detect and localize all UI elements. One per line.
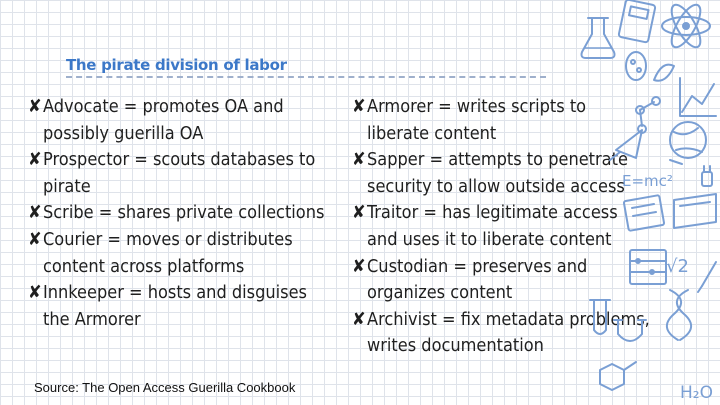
list-item <box>28 147 328 200</box>
list-item-text: Custodian = preserves and organizes content <box>367 255 588 304</box>
microbe-icon <box>626 52 674 81</box>
list-item-text: Advocate = promotes OA and possibly guerilla OA <box>43 96 284 144</box>
cross-mark-icon: ✘ <box>28 202 42 224</box>
notebook-icon <box>624 195 665 231</box>
list-item <box>28 280 328 333</box>
cross-mark-icon: ✘ <box>352 308 366 330</box>
cross-mark-icon: ✘ <box>28 282 42 304</box>
globe-icon <box>670 122 706 164</box>
list-item-text: Innkeeper = hosts and disguises the Armorer <box>43 282 307 330</box>
cross-mark-icon: ✘ <box>28 228 42 250</box>
list-item-text: Courier = moves or distributes content across platforms <box>43 228 293 277</box>
list-item-text: Armorer = writes scripts to liberate content <box>367 96 587 144</box>
energy-formula: E=mc² <box>622 172 673 190</box>
science-doodles <box>570 0 720 405</box>
cross-mark-icon: ✘ <box>352 96 366 117</box>
book-icon <box>674 194 716 228</box>
molecule-icon <box>636 97 660 133</box>
flask-icon <box>582 18 615 58</box>
cross-mark-icon: ✘ <box>28 149 42 171</box>
water-formula: H₂O <box>680 383 713 403</box>
test-tube-icon <box>590 300 610 334</box>
rocket-icon <box>610 130 642 160</box>
graph-icon <box>680 78 716 116</box>
list-item-text: Scribe = shares private collections <box>43 202 325 224</box>
list-item <box>28 94 328 147</box>
cross-mark-icon: ✘ <box>352 202 366 224</box>
magnet-icon <box>614 320 646 341</box>
atom-icon <box>662 1 710 52</box>
list-item-text: Prospector = scouts databases to pirate <box>43 149 316 197</box>
root-formula: √2 <box>666 256 689 277</box>
plug-icon <box>702 166 712 186</box>
left-column <box>28 94 328 333</box>
source-caption: Source: The Open Access Guerilla Cookbook <box>34 380 296 395</box>
list-item-text: Traitor = has legitimate access and uses it to liberate content <box>367 202 618 250</box>
abacus-icon <box>630 250 666 284</box>
list-item-text: Sapper = attempts to penetrate security to allow outside access <box>367 149 628 197</box>
list-item-text: Archivist = fix metadata problems, writes documentation <box>367 308 650 357</box>
cross-mark-icon: ✘ <box>28 96 42 117</box>
list-item <box>28 200 328 227</box>
slide-title: The pirate division of labor <box>66 56 287 74</box>
pencil-icon <box>698 262 716 292</box>
calculator-icon <box>618 0 655 43</box>
list-item <box>28 227 328 280</box>
dna-icon <box>667 290 691 340</box>
cross-mark-icon: ✘ <box>352 149 366 171</box>
title-underline <box>66 76 546 78</box>
hexagon-molecule-icon <box>600 362 636 390</box>
cross-mark-icon: ✘ <box>352 255 366 277</box>
